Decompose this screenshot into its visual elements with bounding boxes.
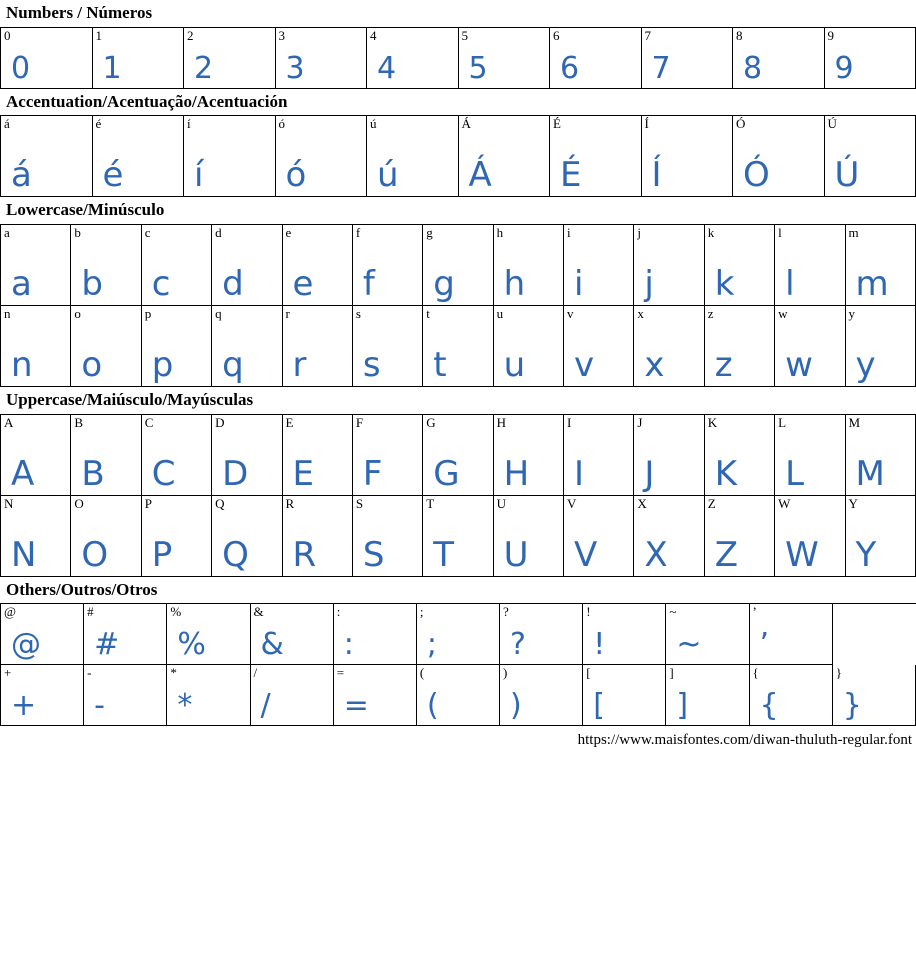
glyph-label: Á	[461, 116, 471, 132]
glyph-label: Z	[707, 495, 716, 511]
glyph-sample: ]	[676, 688, 689, 724]
glyph-sample: F	[362, 453, 383, 494]
glyph-sample: Q	[222, 534, 249, 575]
glyph-sample: 4	[377, 50, 397, 86]
glyph-cell	[367, 27, 459, 88]
glyph-sample: U	[503, 534, 529, 575]
glyph-cell	[84, 604, 167, 665]
glyph-cell	[416, 665, 499, 726]
glyph-cell	[275, 27, 367, 88]
glyph-label: &	[253, 604, 264, 620]
glyph-cell	[184, 116, 276, 197]
glyph-label: #	[87, 604, 94, 620]
glyph-label: N	[4, 495, 14, 511]
glyph-cell	[423, 306, 493, 387]
glyph-sample: #	[94, 627, 120, 663]
glyph-label: O	[74, 495, 84, 511]
glyph-label: j	[637, 225, 641, 241]
glyph-sample: o	[81, 345, 103, 386]
glyph-sample: =	[343, 688, 369, 724]
glyph-label: f	[355, 225, 361, 241]
glyph-label: g	[426, 225, 433, 241]
glyph-label: J	[637, 414, 643, 430]
glyph-sample: r	[292, 345, 307, 386]
glyph-label: é	[95, 116, 102, 132]
glyph-cell	[71, 495, 141, 576]
glyph-sample: f	[362, 264, 375, 305]
glyph-sample: +	[11, 688, 37, 724]
glyph-sample: O	[81, 534, 109, 575]
glyph-label: Ó	[736, 116, 746, 132]
glyph-sample: T	[433, 534, 455, 575]
glyph-label: E	[285, 414, 294, 430]
glyph-label: }	[835, 664, 842, 680]
glyph-label: i	[567, 225, 571, 241]
glyph-cell	[583, 665, 666, 726]
glyph-cell	[141, 306, 211, 387]
glyph-label: c	[144, 225, 151, 241]
glyph-cell	[71, 414, 141, 495]
glyph-sample: ;	[426, 627, 437, 663]
glyph-cell	[824, 116, 916, 197]
glyph-label: 9	[827, 27, 834, 43]
glyph-cell	[92, 27, 184, 88]
glyph-sample: K	[714, 453, 738, 494]
section-title-lowercase: Lowercase/Minúsculo	[6, 200, 165, 220]
glyph-sample: 3	[285, 50, 305, 86]
glyph-cell	[1, 27, 93, 88]
glyph-label: B	[74, 414, 84, 430]
glyph-table-accentuation	[0, 115, 916, 197]
glyph-label: -	[87, 665, 92, 681]
glyph-cell	[1, 604, 84, 665]
glyph-cell	[775, 414, 845, 495]
section-title-numbers: Numbers / Números	[6, 3, 153, 22]
glyph-cell	[564, 495, 634, 576]
glyph-sample: e	[292, 264, 314, 305]
glyph-label: d	[215, 225, 222, 241]
glyph-sample: 0	[11, 50, 31, 86]
glyph-label: 3	[278, 27, 285, 43]
glyph-cell	[749, 665, 832, 726]
glyph-sample: x	[644, 345, 665, 386]
glyph-cell	[500, 665, 583, 726]
glyph-cell	[775, 225, 845, 306]
glyph-sample: R	[292, 534, 317, 575]
glyph-label: =	[336, 665, 345, 681]
glyph-sample: ó	[285, 155, 307, 196]
glyph-cell	[282, 414, 352, 495]
glyph-cell	[352, 495, 422, 576]
glyph-sample: I	[574, 453, 585, 494]
glyph-cell	[493, 414, 563, 495]
glyph-cell	[775, 495, 845, 576]
glyph-sample: q	[222, 345, 244, 386]
glyph-label: 5	[461, 27, 468, 43]
glyph-sample: t	[433, 345, 447, 386]
glyph-sample: m	[855, 264, 889, 305]
glyph-cell	[824, 27, 916, 88]
glyph-label: o	[74, 306, 81, 322]
glyph-cell	[1, 665, 84, 726]
glyph-sample: L	[785, 453, 805, 494]
glyph-sample: í	[194, 155, 204, 196]
glyph-cell	[352, 306, 422, 387]
glyph-label: a	[4, 225, 10, 241]
glyph-label: U	[496, 495, 507, 511]
glyph-label: ú	[370, 116, 377, 132]
glyph-cell	[564, 414, 634, 495]
glyph-cell	[71, 225, 141, 306]
glyph-sample: 2	[194, 50, 214, 86]
glyph-label: w	[778, 306, 788, 322]
glyph-label: P	[144, 495, 152, 511]
glyph-label: H	[496, 414, 507, 430]
glyph-cell	[458, 116, 550, 197]
glyph-cell	[141, 225, 211, 306]
glyph-sample: 5	[468, 50, 488, 86]
glyph-label: 0	[4, 27, 11, 43]
glyph-cell	[704, 306, 774, 387]
glyph-label: *	[170, 665, 177, 681]
glyph-label: S	[355, 495, 364, 511]
glyph-sample: (	[426, 688, 439, 724]
section-title-others: Others/Outros/Otros	[6, 579, 158, 599]
glyph-label: m	[848, 225, 859, 241]
glyph-sample: )	[510, 688, 522, 724]
glyph-cell	[845, 306, 916, 387]
glyph-sample: Y	[855, 534, 877, 575]
glyph-label: C	[144, 414, 154, 430]
glyph-label: n	[4, 306, 11, 322]
glyph-sample: S	[362, 534, 385, 575]
glyph-label: í	[187, 116, 191, 132]
glyph-sample: b	[81, 264, 103, 305]
glyph-sample: é	[102, 155, 124, 196]
glyph-sample: p	[151, 345, 174, 386]
glyph-label: ó	[278, 116, 285, 132]
glyph-cell	[423, 225, 493, 306]
glyph-cell	[167, 604, 250, 665]
glyph-cell	[666, 604, 749, 665]
glyph-cell	[250, 604, 333, 665]
glyph-sample: B	[81, 453, 105, 494]
glyph-label: Q	[215, 495, 225, 511]
glyph-sample: Ó	[743, 155, 770, 196]
glyph-sample: v	[574, 345, 595, 386]
glyph-sample: s	[362, 345, 381, 386]
glyph-label: z	[707, 306, 714, 322]
table-row	[1, 225, 916, 306]
glyph-cell	[845, 495, 916, 576]
glyph-cell	[634, 306, 704, 387]
table-row	[1, 306, 916, 387]
glyph-cell	[1, 116, 93, 197]
glyph-sample: W	[785, 534, 819, 575]
glyph-cell	[832, 665, 915, 726]
glyph-cell	[416, 604, 499, 665]
glyph-sample: ú	[377, 155, 399, 196]
glyph-sample: Í	[651, 155, 662, 196]
glyph-label: q	[215, 306, 222, 322]
glyph-cell	[704, 414, 774, 495]
glyph-cell	[749, 604, 832, 665]
glyph-cell	[564, 306, 634, 387]
glyph-table-uppercase	[0, 414, 916, 577]
glyph-label: k	[707, 225, 715, 241]
glyph-cell	[493, 225, 563, 306]
glyph-label: s	[355, 306, 361, 322]
glyph-sample: w	[785, 345, 813, 386]
glyph-label: ]	[669, 665, 674, 681]
glyph-label: Ú	[827, 116, 837, 132]
glyph-sample: N	[11, 534, 37, 575]
glyph-sample: ?	[510, 627, 526, 663]
glyph-label: y	[848, 306, 855, 322]
glyph-cell	[92, 116, 184, 197]
glyph-cell	[333, 665, 416, 726]
glyph-label: T	[426, 495, 435, 511]
glyph-label: K	[707, 414, 718, 430]
glyph-cell	[423, 414, 493, 495]
glyph-label: D	[215, 414, 225, 430]
glyph-sample: z	[714, 345, 733, 386]
glyph-label: [	[586, 665, 591, 681]
glyph-cell	[845, 225, 916, 306]
glyph-cell	[212, 414, 282, 495]
glyph-label: 1	[95, 27, 102, 43]
glyph-sample: M	[855, 453, 885, 494]
glyph-cell	[634, 414, 704, 495]
glyph-cell	[1, 495, 71, 576]
glyph-label: r	[285, 306, 290, 322]
glyph-cell	[641, 116, 733, 197]
glyph-cell	[352, 225, 422, 306]
glyph-sample: !	[593, 627, 606, 663]
glyph-label: ~	[669, 604, 677, 620]
glyph-sample: C	[151, 453, 176, 494]
glyph-label: @	[4, 604, 16, 620]
glyph-cell	[493, 495, 563, 576]
glyph-cell	[367, 116, 459, 197]
glyph-label: %	[170, 604, 182, 620]
glyph-label: L	[778, 414, 787, 430]
glyph-label: É	[553, 116, 561, 132]
glyph-sample: c	[151, 264, 171, 305]
glyph-label: x	[637, 306, 644, 322]
glyph-cell	[641, 27, 733, 88]
glyph-cell	[84, 665, 167, 726]
glyph-cell	[282, 225, 352, 306]
glyph-cell	[458, 27, 550, 88]
glyph-cell	[1, 306, 71, 387]
glyph-cell	[212, 495, 282, 576]
glyph-sample: /	[260, 688, 271, 724]
glyph-cell	[493, 306, 563, 387]
glyph-label: 4	[370, 27, 377, 43]
glyph-label: G	[426, 414, 436, 430]
glyph-table-numbers	[0, 27, 916, 89]
glyph-cell	[583, 604, 666, 665]
glyph-label: Í	[644, 116, 649, 132]
glyph-label: p	[144, 306, 152, 322]
glyph-cell	[500, 604, 583, 665]
glyph-sample: J	[644, 453, 655, 494]
glyph-sample: y	[855, 345, 876, 386]
table-row	[1, 27, 916, 88]
glyph-cell	[333, 604, 416, 665]
glyph-sample: u	[503, 345, 526, 386]
glyph-cell	[1, 414, 71, 495]
glyph-cell	[704, 495, 774, 576]
table-row	[1, 495, 916, 576]
glyph-sample: @	[11, 627, 41, 663]
glyph-label: R	[285, 495, 295, 511]
glyph-sample: k	[714, 264, 735, 305]
glyph-label: :	[336, 604, 341, 620]
glyph-label: !	[586, 604, 591, 620]
table-row	[1, 665, 916, 726]
glyph-label: b	[74, 225, 81, 241]
section-title-uppercase: Uppercase/Maiúsculo/Mayúsculas	[6, 390, 254, 410]
glyph-cell	[564, 225, 634, 306]
glyph-sample: -	[94, 688, 105, 724]
glyph-label: V	[567, 495, 577, 511]
glyph-cell	[212, 306, 282, 387]
section-title-accentuation: Accentuation/Acentuação/Acentuación	[6, 91, 288, 111]
glyph-sample: i	[574, 264, 584, 305]
glyph-cell	[733, 116, 825, 197]
glyph-label: t	[426, 306, 430, 322]
glyph-sample: l	[785, 264, 795, 305]
glyph-sample: [	[593, 688, 605, 724]
glyph-cell	[275, 116, 367, 197]
table-row	[1, 604, 916, 665]
glyph-sample: n	[11, 345, 33, 386]
glyph-label: A	[4, 414, 14, 430]
glyph-sample: ~	[676, 627, 702, 663]
glyph-label: {	[752, 665, 759, 681]
glyph-sample: Z	[714, 534, 739, 575]
glyph-sample: P	[151, 534, 173, 575]
glyph-label: 7	[644, 27, 651, 43]
glyph-sample: 9	[834, 50, 854, 86]
glyph-cell	[71, 306, 141, 387]
glyph-sample: A	[11, 453, 35, 494]
glyph-sample: á	[11, 155, 32, 196]
source-url: https://www.maisfontes.com/diwan-thuluth-regular.font	[577, 732, 912, 749]
table-row	[1, 414, 916, 495]
glyph-sample: a	[11, 264, 32, 305]
glyph-sample: 1	[102, 50, 122, 86]
glyph-label: ’	[752, 604, 757, 620]
glyph-sample: &	[260, 627, 284, 663]
glyph-cell	[634, 225, 704, 306]
glyph-label: )	[503, 665, 508, 681]
glyph-label: h	[496, 225, 504, 241]
glyph-sample: 7	[651, 50, 671, 86]
glyph-table-lowercase	[0, 224, 916, 387]
glyph-sample: ’	[759, 627, 770, 663]
glyph-sample: H	[503, 453, 530, 494]
table-row	[1, 116, 916, 197]
glyph-cell	[167, 665, 250, 726]
glyph-cell	[250, 665, 333, 726]
glyph-label: I	[567, 414, 572, 430]
glyph-table-others	[0, 603, 916, 726]
glyph-label: á	[4, 116, 10, 132]
glyph-cell	[704, 225, 774, 306]
glyph-cell	[733, 27, 825, 88]
glyph-sample: *	[177, 688, 193, 724]
glyph-cell	[184, 27, 276, 88]
glyph-cell	[141, 414, 211, 495]
glyph-sample: X	[644, 534, 668, 575]
glyph-cell	[845, 414, 916, 495]
glyph-cell	[282, 495, 352, 576]
glyph-sample: 8	[743, 50, 763, 86]
glyph-sample: V	[574, 534, 598, 575]
glyph-cell	[212, 225, 282, 306]
glyph-sample: }	[842, 688, 862, 724]
glyph-label: 6	[553, 27, 560, 43]
glyph-sample: j	[644, 264, 654, 305]
glyph-sample: %	[177, 627, 206, 663]
glyph-label: l	[778, 225, 782, 241]
glyph-sample: :	[343, 627, 354, 663]
glyph-cell	[1, 225, 71, 306]
glyph-label: X	[637, 495, 647, 511]
glyph-sample: Ú	[834, 155, 860, 196]
glyph-sample: 6	[560, 50, 580, 86]
glyph-cell	[550, 116, 642, 197]
glyph-cell	[550, 27, 642, 88]
glyph-label: u	[496, 306, 504, 322]
glyph-sample: Á	[468, 155, 492, 196]
glyph-label: F	[355, 414, 364, 430]
glyph-sample: h	[503, 264, 526, 305]
glyph-sample: E	[292, 453, 314, 494]
glyph-sample: d	[222, 264, 244, 305]
glyph-label: e	[285, 225, 292, 241]
glyph-label: /	[253, 665, 258, 681]
glyph-label: ?	[503, 604, 509, 620]
glyph-cell	[282, 306, 352, 387]
glyph-label: 8	[736, 27, 743, 43]
glyph-cell	[634, 495, 704, 576]
glyph-sample: G	[433, 453, 460, 494]
glyph-sample: É	[560, 155, 582, 196]
glyph-label: +	[4, 665, 12, 681]
glyph-cell	[775, 306, 845, 387]
glyph-label: M	[848, 414, 861, 430]
glyph-sample: {	[759, 688, 779, 724]
glyph-cell	[423, 495, 493, 576]
glyph-label: W	[778, 495, 791, 511]
glyph-cell	[141, 495, 211, 576]
glyph-label: (	[419, 665, 425, 681]
glyph-cell	[352, 414, 422, 495]
glyph-label: Y	[848, 495, 858, 511]
glyph-sample: D	[222, 453, 249, 494]
glyph-label: 2	[187, 27, 194, 43]
glyph-cell	[666, 665, 749, 726]
glyph-label: ;	[419, 604, 424, 620]
glyph-label: v	[567, 306, 574, 322]
glyph-sample: g	[433, 264, 455, 305]
